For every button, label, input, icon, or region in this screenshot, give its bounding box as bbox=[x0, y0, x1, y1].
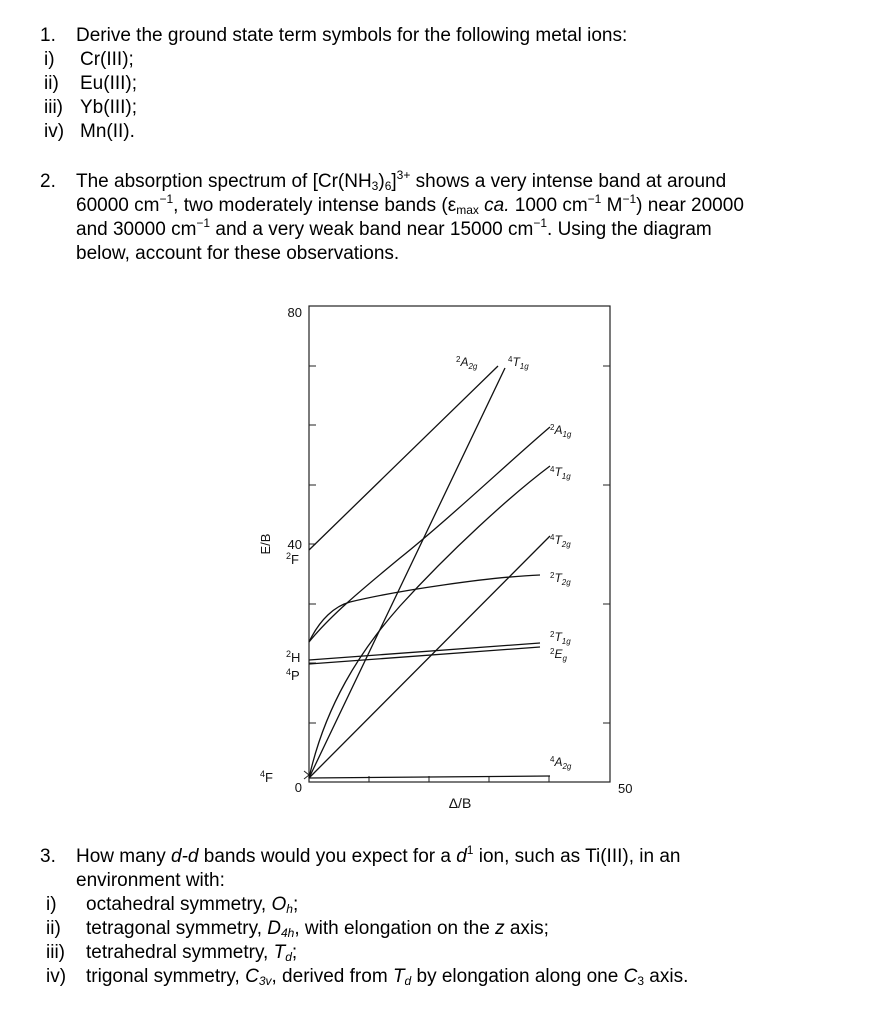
curve-2T2g bbox=[309, 575, 540, 642]
q2-line: below, account for these observations. bbox=[76, 243, 400, 264]
q3-item: iii) tetrahedral symmetry, $T_d$; bbox=[46, 942, 298, 964]
q1-item bbox=[44, 96, 137, 120]
question-number: 1. bbox=[40, 25, 56, 46]
term-2H: $^2$H bbox=[286, 649, 301, 665]
q2-line: The absorption spectrum of $[Cr(NH_3)_6]^{3+}$ shows a very intense band at around bbox=[76, 168, 727, 193]
q1-item bbox=[44, 120, 135, 144]
q2-line: and 30000 $cm^{-1}$ and a very weak band near 15000 $cm^{-1}$. Using the diagram bbox=[76, 216, 712, 240]
roman-numeral: iii) bbox=[44, 97, 63, 118]
label-2Eg: $^2E_g$ bbox=[550, 647, 567, 663]
axis-ticks bbox=[304, 366, 610, 782]
question-text bbox=[76, 170, 856, 266]
roman-numeral: ii) bbox=[44, 73, 59, 94]
term-4F: $^4$F bbox=[260, 769, 273, 785]
label-4A2g: $^4A_{2g}$ bbox=[550, 755, 572, 771]
q3-item: iv) trigonal symmetry, $C_{3v}$, derived from $T_d$ by elongation along one $C_3$ axis. bbox=[46, 966, 689, 988]
roman-numeral: i) bbox=[44, 49, 55, 70]
ion: Yb(III); bbox=[80, 97, 138, 118]
label-4T2g: $^4T_{2g}$ bbox=[550, 533, 571, 549]
ion: Cr(III); bbox=[80, 49, 134, 70]
question-text: Derive the ground state term symbols for the following metal ions: bbox=[76, 25, 628, 46]
curve-4T1g-P bbox=[309, 368, 505, 778]
y-tick-40: 40 bbox=[287, 537, 302, 552]
curve-2A2g bbox=[309, 366, 498, 550]
label-2T2g: $^2T_{2g}$ bbox=[550, 571, 571, 587]
question-2 bbox=[40, 170, 860, 270]
q3-line: How many d-d bands would you expect for a $d^1$ ion, such as Ti(III), in an bbox=[76, 843, 681, 867]
y-tick-80: 80 bbox=[287, 305, 302, 320]
q3-item: i) octahedral symmetry, $O_h$; bbox=[46, 894, 299, 916]
q3-line: environment with: bbox=[76, 870, 225, 891]
question-number: 3. bbox=[40, 846, 56, 867]
term-2F: $^2$F bbox=[286, 551, 299, 567]
tanabe-sugano-diagram bbox=[250, 296, 650, 816]
x-axis-label: Δ/B bbox=[448, 795, 472, 811]
label-4T1g-top: $^4T_{1g}$ bbox=[508, 355, 529, 371]
y-axis-label: E/B bbox=[258, 533, 273, 555]
term-4P: $^4$P bbox=[286, 667, 300, 683]
x-tick-50: 50 bbox=[618, 781, 633, 796]
label-2A1g: $^2A_{1g}$ bbox=[550, 423, 572, 439]
q1-item bbox=[44, 48, 134, 72]
ion: Mn(II). bbox=[80, 121, 135, 142]
question-text bbox=[76, 845, 856, 893]
q1-item bbox=[44, 72, 137, 96]
q2-line: 60000 $cm^{-1}$, two moderately intense bands ($\varepsilon_{max}$ ca. 1000 $cm^{-1}$ $M^{-1}$) near 20000 bbox=[76, 192, 744, 217]
curve-2T1g bbox=[309, 643, 540, 660]
question-number: 2. bbox=[40, 171, 56, 192]
curve-2A1g bbox=[309, 427, 550, 642]
ion: Eu(III); bbox=[80, 73, 138, 94]
label-2A2g: $^2A_{2g}$ bbox=[456, 355, 478, 371]
curve-4T1g-F bbox=[309, 466, 550, 778]
y-tick-0: 0 bbox=[294, 780, 302, 795]
label-2T1g: $^2T_{1g}$ bbox=[550, 630, 571, 646]
label-4T1g: $^4T_{1g}$ bbox=[550, 465, 571, 481]
q3-item: ii) tetragonal symmetry, $D_{4h}$, with elongation on the z axis; bbox=[46, 918, 549, 940]
energy-curves bbox=[309, 366, 550, 778]
roman-numeral: iv) bbox=[44, 121, 65, 142]
